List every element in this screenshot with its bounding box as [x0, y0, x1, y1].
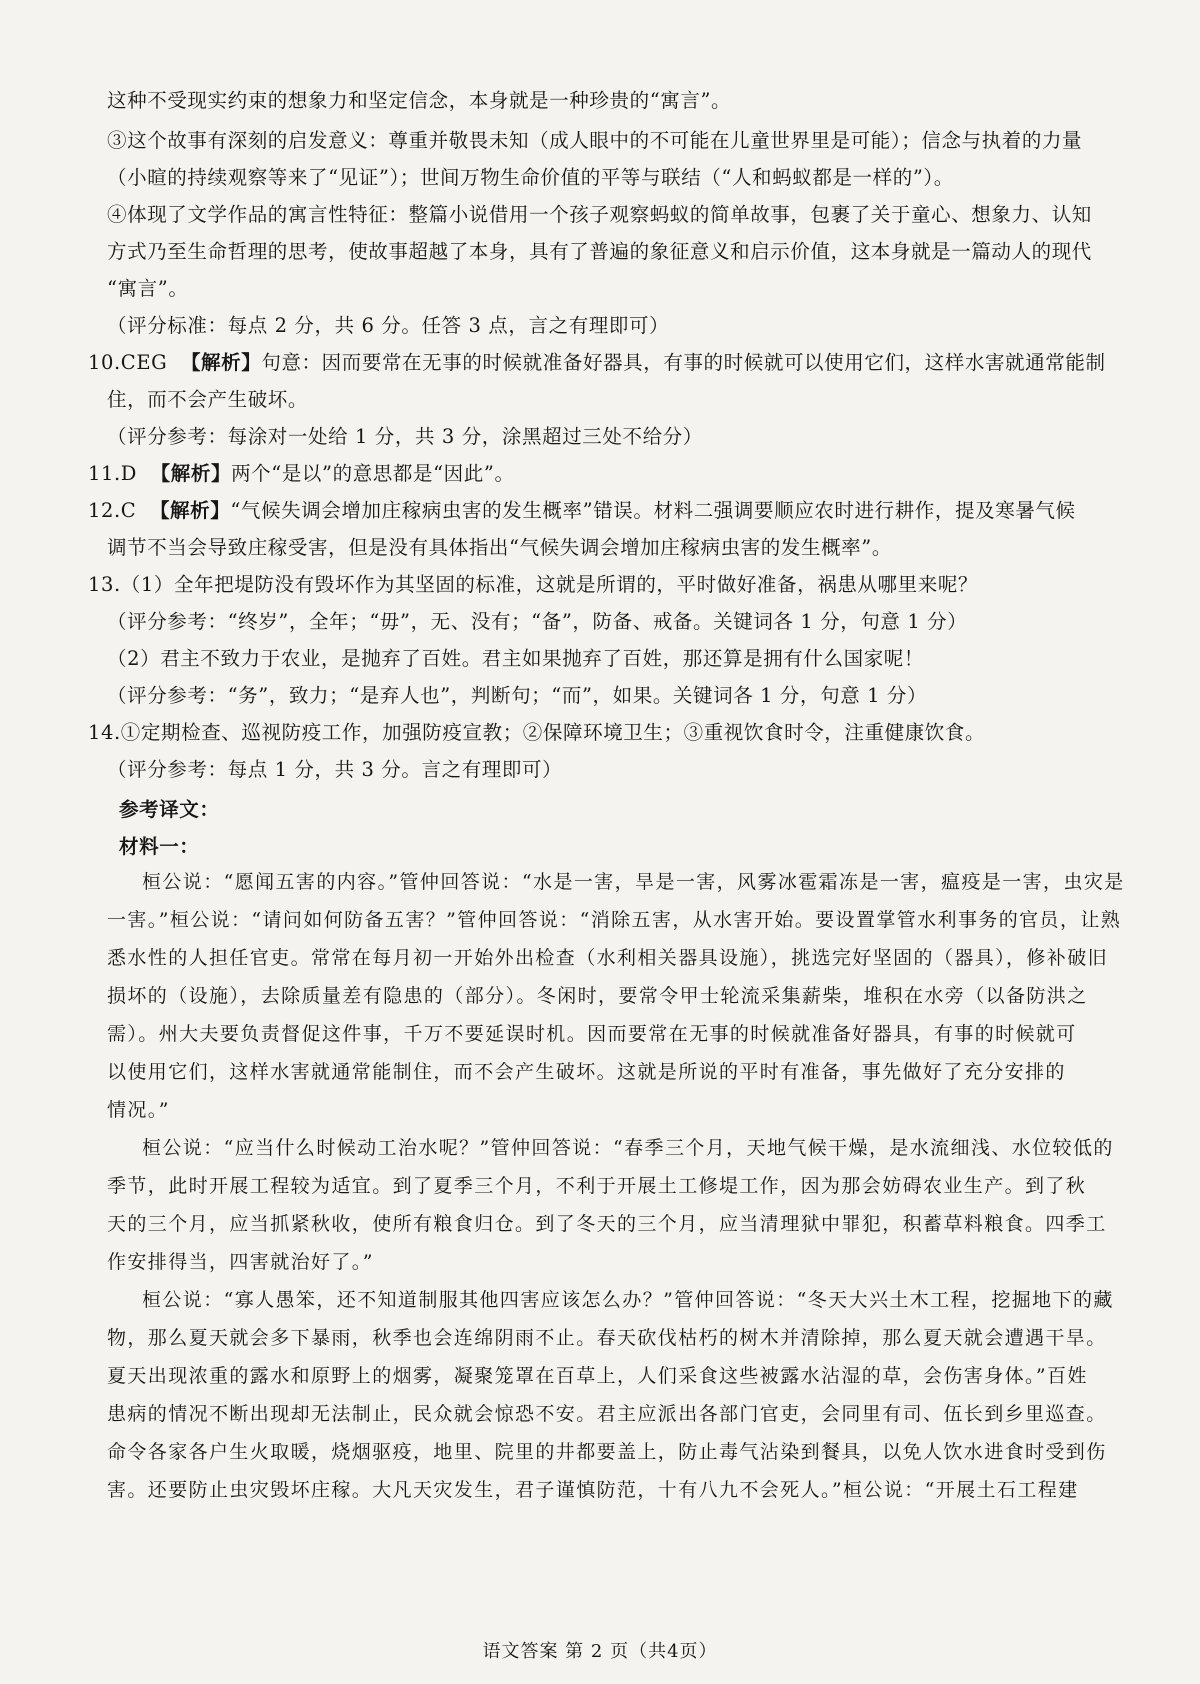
- translation-line: 季节，此时开展工程较为适宜。到了夏季三个月，不利于开展土工修堤工作，因为那会妨碍农业生产。到了秋: [107, 1175, 1087, 1197]
- translation-line: 以使用它们，这样水害就通常能制住，而不会产生破坏。这就是所说的平时有准备，事先做好了充分安排的: [107, 1061, 1066, 1083]
- analysis-tag: 【解析】: [180, 351, 262, 374]
- answer-line: （2）君主不致力于农业，是抛弃了百姓。君主如果抛弃了百姓，那还算是拥有什么国家呢！: [107, 647, 925, 670]
- translation-line: 作安排得当，四害就治好了。”: [107, 1251, 374, 1273]
- translation-line: 患病的情况不断出现却无法制止，民众就会惊恐不安。君主应派出各部门官吏，会同里有司、伍长到乡里巡查。: [107, 1403, 1107, 1425]
- analysis-tag: 【解析】: [150, 462, 232, 485]
- answer-line: ③这个故事有深刻的启发意义：尊重并敬畏未知（成人眼中的不可能在儿童世界里是可能）；信念与执着的力量: [107, 129, 1083, 152]
- page-footer: 语文答案 第 2 页（共4页）: [482, 1641, 718, 1662]
- question-number: 12.C: [88, 499, 137, 522]
- material-one-heading: 材料一：: [119, 835, 200, 858]
- translation-line: 一害。”桓公说：“请问如何防备五害？”管仲回答说：“消除五害，从水害开始。要设置掌管水利事务的官员，让熟: [107, 909, 1122, 931]
- question-12: 12.C 【解析】“气候失调会增加庄稼病虫害的发生概率”错误。材料二强调要顺应农时进行耕作，提及寒暑气候: [88, 496, 1025, 526]
- answer-line: （小暄的持续观察等来了“见证”）；世间万物生命价值的平等与联结（“人和蚂蚁都是一样的”）。: [107, 166, 954, 189]
- answer-line: 调节不当会导致庄稼受害，但是没有具体指出“气候失调会增加庄稼病虫害的发生概率”。: [107, 536, 892, 559]
- translation-line: 命令各家各户生火取暖，烧烟驱疫，地里、院里的井都要盖上，防止毒气沾染到餐具，以免人饮水进食时受到伤: [107, 1441, 1107, 1463]
- reference-translation-heading: 参考译文：: [119, 798, 220, 821]
- translation-line: 夏天出现浓重的露水和原野上的烟雾，凝聚笼罩在百草上，人们采食这些被露水沾湿的草，会伤害身体。”百姓: [107, 1365, 1088, 1387]
- question-number: 10.CEG: [88, 351, 168, 374]
- question-13: 13.（1）全年把堤防没有毁坏作为其坚固的标准，这就是所谓的，平时做好准备，祸患从哪里来呢？: [88, 573, 979, 596]
- translation-line: 物，那么夏天就会多下暴雨，秋季也会连绵阴雨不止。春天砍伐枯朽的树木并清除掉，那么夏天就会遭遇干旱。: [107, 1327, 1107, 1349]
- translation-line: 损坏的（设施），去除质量差有隐患的（部分）。冬闲时，要常令甲士轮流采集薪柴，堆积在水旁（以备防洪之: [107, 985, 1088, 1007]
- translation-line: 害。还要防止虫灾毁坏庄稼。大凡天灾发生，君子谨慎防范，十有八九不会死人。”桓公说：“开展土石工程建: [107, 1479, 1079, 1501]
- translation-line: 天的三个月，应当抓紧秋收，使所有粮食归仓。到了冬天的三个月，应当清理狱中罪犯，积蓄草料粮食。四季工: [107, 1213, 1107, 1235]
- translation-line: 桓公说：“愿闻五害的内容。”管仲回答说：“水是一害，旱是一害，风雾冰雹霜冻是一害，瘟疫是一害，虫灾是: [142, 871, 1125, 893]
- question-10: 10.CEG 【解析】句意：因而要常在无事的时候就准备好器具，有事的时候就可以使用它们，这样水害就通常能制: [88, 348, 1025, 378]
- answer-line: 住，而不会产生破坏。: [107, 388, 309, 411]
- scoring-note: （评分参考：“终岁”，全年；“毋”，无、没有；“备”，防备、戒备。关键词各 1 分，句意 1 分）: [107, 610, 968, 633]
- scoring-note: （评分标准：每点 2 分，共 6 分。任答 3 点，言之有理即可）: [107, 314, 670, 337]
- translation-line: 情况。”: [107, 1099, 170, 1121]
- translation-line: 桓公说：“应当什么时候动工治水呢？”管仲回答说：“春季三个月，天地气候干燥，是水流细浅、水位较低的: [142, 1137, 1114, 1159]
- translation-line: 需）。州大夫要负责督促这件事，千万不要延误时机。因而要常在无事的时候就准备好器具，有事的时候就可: [107, 1023, 1077, 1045]
- answer-line: 这种不受现实约束的想象力和坚定信念，本身就是一种珍贵的“寓言”。: [107, 89, 732, 112]
- answer-line: 方式乃至生命哲理的思考，使故事超越了本身，具有了普遍的象征意义和启示价值，这本身就是一篇动人的现代: [107, 240, 1092, 263]
- translation-line: 悉水性的人担任官吏。常常在每月初一开始外出检查（水利相关器具设施），挑选完好坚固的（器具），修补破旧: [107, 947, 1109, 969]
- analysis-tag: 【解析】: [149, 499, 231, 522]
- answer-line: “寓言”。: [107, 277, 189, 300]
- translation-line: 桓公说：“寡人愚笨，还不知道制服其他四害应该怎么办？”管仲回答说：“冬天大兴土木工程，挖掘地下的藏: [142, 1289, 1114, 1311]
- scoring-note: （评分参考：每点 1 分，共 3 分。言之有理即可）: [107, 758, 563, 781]
- scoring-note: （评分参考：“务”，致力；“是弃人也”，判断句；“而”，如果。关键词各 1 分，句意 1 分）: [107, 684, 928, 707]
- question-number: 11.D: [88, 462, 138, 485]
- question-11: 11.D 【解析】两个“是以”的意思都是“因此”。: [88, 459, 515, 489]
- scoring-note: （评分参考：每涂对一处给 1 分，共 3 分，涂黑超过三处不给分）: [107, 425, 703, 448]
- question-14: 14.①定期检查、巡视防疫工作，加强防疫宣教；②保障环境卫生；③重视饮食时令，注重健康饮食。: [88, 721, 986, 744]
- answer-line: ④体现了文学作品的寓言性特征：整篇小说借用一个孩子观察蚂蚁的简单故事，包裹了关于童心、想象力、认知: [107, 203, 1092, 226]
